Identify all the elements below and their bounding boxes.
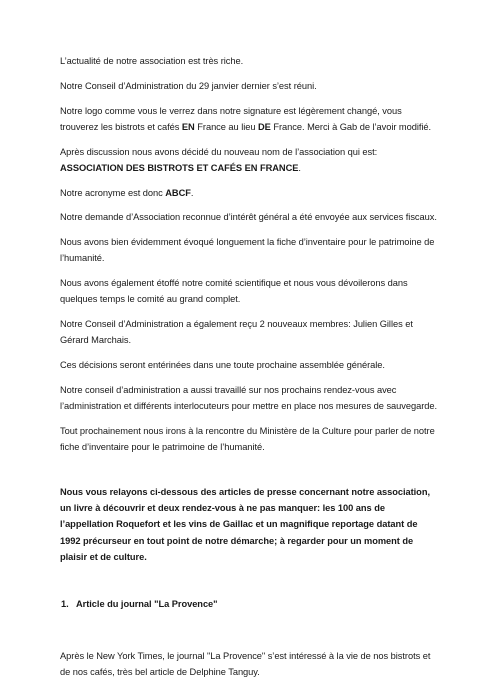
section-number: 1. bbox=[61, 598, 69, 609]
paragraph-ministry: Tout prochainement nous irons à la rencontre du Ministère de la Culture pour parler de notre fiche d’inventaire pour le patrimoine de l’humanité. bbox=[60, 425, 435, 453]
paragraph-inventory: Nous avons bien évidemment évoqué longuement la fiche d’inventaire pour le patrimoine de l’humanité. bbox=[60, 237, 435, 264]
paragraph-acronym bbox=[60, 185, 440, 201]
logo-text-c: France au lieu bbox=[194, 121, 259, 132]
spacer bbox=[60, 612, 440, 648]
paragraph-new-members: Notre Conseil d’Administration a également reçu 2 nouveaux membres: Julien Gilles et Gérard Marchais. bbox=[60, 319, 413, 346]
paragraph-meetings: Notre conseil d’administration a aussi travaillé sur nos prochains rendez-vous avec l’administration et différents interlocuteurs pour mettre en place nos mesures de sauvegarde. bbox=[60, 384, 438, 412]
logo-text-en: EN bbox=[181, 121, 195, 132]
logo-text-a: Notre logo comme vous le verrez dans notre signature est légèrement changé, vous trouverez les bistrots et cafés bbox=[60, 105, 402, 132]
spacer bbox=[60, 464, 440, 484]
logo-text-de: DE bbox=[258, 121, 271, 132]
association-name: ASSOCIATION DES BISTROTS ET CAFÉS EN FRANCE bbox=[60, 162, 299, 173]
paragraph-scientific-committee: Nous avons également étoffé notre comité scientifique et nous vous dévoilerons dans quelques temps le comité au grand complet. bbox=[60, 278, 408, 305]
paragraph-general-interest: Notre demande d’Association reconnue d’intérêt général a été envoyée aux services fiscaux. bbox=[60, 212, 437, 223]
section-heading-la-provence bbox=[60, 596, 440, 612]
acronym-text-a: Notre acronyme est donc bbox=[60, 187, 166, 198]
section-title: Article du journal "La Provence" bbox=[76, 598, 218, 609]
document-body bbox=[60, 53, 440, 689]
paragraph-board-meeting: Notre Conseil d’Administration du 29 janvier dernier s’est réuni. bbox=[60, 80, 317, 91]
logo-text-e: France. Merci à Gab de l’avoir modifié. bbox=[270, 121, 432, 132]
paragraph-press-intro: Nous vous relayons ci-dessous des articles de presse concernant notre association, un livre à découvrir et deux rendez-vous à ne pas manquer: les 100 ans de l’appellation Roquefort et les vins de Gaillac et un magnifique reportage datant de 1992 précurseur en tout point de notre démarche; à regarder pour un moment de plaisir et de culture. bbox=[60, 486, 430, 562]
new-name-text-a: Après discussion nous avons décidé du nouveau nom de l’association qui est: bbox=[60, 146, 378, 157]
paragraph-news: L’actualité de notre association est très riche. bbox=[60, 56, 244, 66]
paragraph-logo bbox=[60, 103, 440, 135]
acronym-text-c: . bbox=[190, 187, 194, 198]
spacer bbox=[60, 574, 440, 596]
acronym: ABCF bbox=[165, 187, 191, 198]
paragraph-la-provence-article: Après le New York Times, le journal "La Provence" s’est intéressé à la vie de nos bistrots et de nos cafés, très bel article de Delphine Tanguy. bbox=[60, 650, 431, 677]
paragraph-new-name bbox=[60, 144, 440, 176]
new-name-text-c: . bbox=[298, 162, 301, 173]
paragraph-decisions: Ces décisions seront entérinées dans une toute prochaine assemblée générale. bbox=[60, 360, 385, 371]
